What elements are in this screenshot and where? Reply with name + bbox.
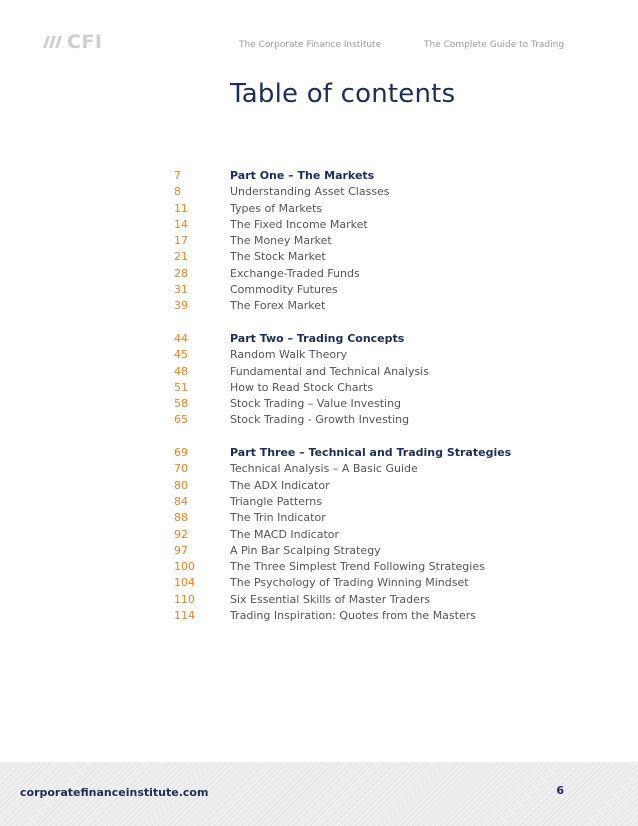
toc-entry-title: The Fixed Income Market [230, 217, 368, 231]
toc-entry-title: Technical Analysis – A Basic Guide [230, 462, 418, 476]
toc-entry[interactable] [174, 217, 504, 233]
toc-entry[interactable] [174, 396, 504, 412]
toc-page-number: 7 [174, 169, 181, 182]
toc-entry[interactable] [174, 266, 504, 282]
toc-section [174, 168, 504, 315]
toc-entry[interactable] [174, 347, 504, 363]
toc-page-number: 84 [174, 494, 188, 508]
toc-page-number: 21 [174, 250, 188, 264]
toc-page-number: 58 [174, 397, 188, 411]
toc-entry[interactable] [174, 559, 504, 575]
toc-page-number: 51 [174, 380, 188, 394]
toc-entry-title: Part Three – Technical and Trading Strategies [230, 446, 512, 460]
toc-entry[interactable] [174, 298, 504, 314]
toc-page-number: 14 [174, 217, 188, 231]
toc-entry[interactable] [174, 510, 504, 526]
toc-entry[interactable] [174, 592, 504, 608]
toc-entry[interactable] [174, 608, 504, 624]
toc-entry-title: The ADX Indicator [230, 478, 330, 492]
toc-entry[interactable] [174, 201, 504, 217]
toc-page-number: 70 [174, 462, 188, 476]
toc-entry-title: Part One – The Markets [230, 169, 375, 182]
toc-page-number: 8 [174, 185, 181, 199]
toc-page-number: 28 [174, 266, 188, 280]
toc-entry-title: Understanding Asset Classes [230, 185, 390, 199]
toc-entry[interactable] [174, 282, 504, 298]
toc-page-number: 69 [174, 446, 188, 460]
toc-entry-title: How to Read Stock Charts [230, 380, 374, 394]
toc-entry-title: The Forex Market [230, 299, 326, 313]
header-publisher: The Corporate Finance Institute [239, 40, 382, 50]
toc-entry-title: Types of Markets [230, 201, 323, 215]
toc-entry[interactable] [174, 249, 504, 265]
toc-entry-title: A Pin Bar Scalping Strategy [230, 543, 381, 557]
toc-entry-title: Trading Inspiration: Quotes from the Masters [230, 609, 476, 623]
header-guide-title: The Complete Guide to Trading [424, 40, 565, 50]
toc-section [174, 445, 512, 624]
toc-page-number: 100 [174, 560, 195, 574]
toc-page-number: 45 [174, 348, 188, 362]
toc-entry-title: Stock Trading - Growth Investing [230, 413, 410, 427]
toc-entry-title: The Money Market [230, 234, 332, 248]
toc-page-number: 65 [174, 413, 188, 427]
logo-text: CFI [67, 31, 103, 53]
toc-page-number: 110 [174, 592, 195, 606]
toc-entry[interactable] [174, 380, 504, 396]
toc-entry[interactable] [174, 543, 504, 559]
toc-page-number: 44 [174, 331, 188, 345]
toc-entry[interactable] [174, 412, 504, 428]
toc-entry-title: Random Walk Theory [230, 348, 348, 362]
toc-entry[interactable] [174, 478, 504, 494]
toc-entry[interactable] [174, 364, 504, 380]
toc-entry-title: Triangle Patterns [230, 494, 323, 508]
toc-entry-title: The Three Simplest Trend Following Strategies [230, 560, 485, 574]
toc-page-number: 97 [174, 543, 188, 557]
toc-entry-title: Part Two – Trading Concepts [230, 331, 405, 345]
toc-entry-title: The Trin Indicator [230, 511, 326, 525]
toc-entry[interactable] [174, 184, 504, 200]
toc-entry-title: Stock Trading – Value Investing [230, 397, 402, 411]
toc-page-number: 114 [174, 609, 195, 623]
toc-page-number: 80 [174, 478, 188, 492]
toc-entry-title: The Stock Market [230, 250, 326, 264]
toc-page-number: 48 [174, 364, 188, 378]
toc-page-number: 88 [174, 511, 188, 525]
toc-part-heading[interactable] [174, 168, 504, 184]
toc-entry-title: The Psychology of Trading Winning Mindset [230, 576, 469, 590]
page-number: 6 [556, 784, 564, 797]
toc-entry[interactable] [174, 494, 504, 510]
cfi-logo [43, 32, 103, 52]
toc-entry[interactable] [174, 461, 504, 477]
toc-page-number: 104 [174, 576, 195, 590]
toc-entry-title: Commodity Futures [230, 283, 338, 297]
table-of-contents [174, 168, 512, 641]
toc-page-number: 31 [174, 283, 188, 297]
toc-entry[interactable] [174, 575, 504, 591]
toc-entry-title: Exchange-Traded Funds [230, 266, 360, 280]
toc-entry-title: Six Essential Skills of Master Traders [230, 592, 431, 606]
toc-page-number: 17 [174, 234, 188, 248]
toc-page-number: 39 [174, 299, 188, 313]
toc-part-heading[interactable] [174, 445, 512, 461]
toc-entry-title: The MACD Indicator [230, 527, 340, 541]
toc-entry[interactable] [174, 233, 504, 249]
footer-url[interactable]: corporatefinanceinstitute.com [20, 786, 209, 799]
toc-page-number: 92 [174, 527, 188, 541]
toc-section [174, 331, 504, 429]
toc-entry[interactable] [174, 527, 504, 543]
cfi-slash-mark-icon [43, 34, 63, 50]
page-title: Table of contents [230, 79, 456, 109]
page-footer [0, 762, 638, 826]
toc-part-heading[interactable] [174, 331, 504, 347]
toc-entry-title: Fundamental and Technical Analysis [230, 364, 429, 378]
toc-page-number: 11 [174, 201, 188, 215]
